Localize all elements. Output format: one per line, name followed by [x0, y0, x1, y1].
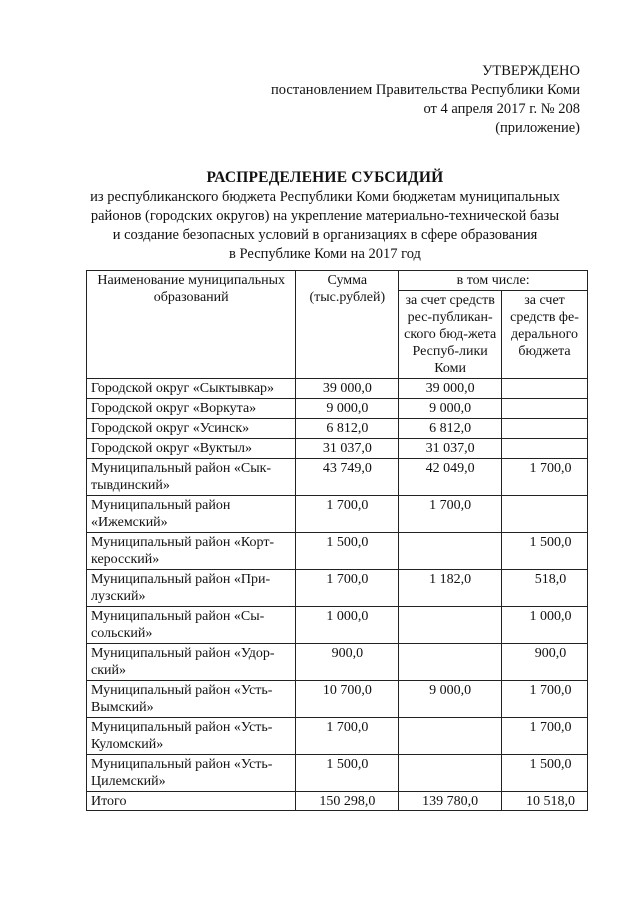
subsidy-table: [86, 270, 588, 811]
row-name: Муниципальный район «Сы-сольский»: [87, 607, 296, 644]
row-republic: [399, 755, 502, 792]
row-republic: 1 700,0: [399, 496, 502, 533]
row-federal: 1 500,0: [502, 755, 588, 792]
row-federal: [502, 399, 588, 419]
row-sum: 39 000,0: [296, 379, 399, 399]
approval-date: от 4 апреля 2017 г. № 208: [423, 101, 580, 117]
row-name: Муниципальный район «Усть-Цилемский»: [87, 755, 296, 792]
row-republic: 1 182,0: [399, 570, 502, 607]
row-republic: [399, 533, 502, 570]
header-including: в том числе:: [399, 271, 588, 291]
row-sum: 10 700,0: [296, 681, 399, 718]
table-row: [87, 718, 588, 755]
row-sum: 1 000,0: [296, 607, 399, 644]
row-name: Муниципальный район «Усть-Куломский»: [87, 718, 296, 755]
total-republic: 139 780,0: [399, 792, 502, 811]
row-name: Муниципальный район «Сык-тывдинский»: [87, 459, 296, 496]
table-row: [87, 379, 588, 399]
table-row: [87, 419, 588, 439]
row-federal: 900,0: [502, 644, 588, 681]
table-row: [87, 496, 588, 533]
row-name: Городской округ «Сыктывкар»: [87, 379, 296, 399]
row-republic: [399, 607, 502, 644]
row-republic: 9 000,0: [399, 681, 502, 718]
header-republic: за счет средств рес-публикан-ского бюд-жета Респуб-лики Коми: [399, 291, 502, 379]
row-name: Городской округ «Усинск»: [87, 419, 296, 439]
table-row: [87, 399, 588, 419]
row-republic: 31 037,0: [399, 439, 502, 459]
document-heading: [60, 168, 590, 264]
row-republic: 9 000,0: [399, 399, 502, 419]
total-label: Итого: [87, 792, 296, 811]
subtitle-line: из республиканского бюджета Республики Коми бюджетам муниципальных: [90, 189, 560, 205]
row-federal: 1 500,0: [502, 533, 588, 570]
row-federal: 1 700,0: [502, 718, 588, 755]
row-name: Муниципальный район «Усть-Вымский»: [87, 681, 296, 718]
row-sum: 900,0: [296, 644, 399, 681]
table-row: [87, 607, 588, 644]
approval-stamp: [271, 62, 580, 138]
row-federal: [502, 419, 588, 439]
approval-appendix: (приложение): [495, 120, 580, 136]
total-sum: 150 298,0: [296, 792, 399, 811]
row-federal: [502, 496, 588, 533]
subtitle-line: районов (городских округов) на укрепление материально-технической базы: [90, 208, 560, 224]
header-name: Наименование муниципальных образований: [87, 271, 296, 379]
row-republic: 39 000,0: [399, 379, 502, 399]
row-sum: 43 749,0: [296, 459, 399, 496]
row-name: Муниципальный район «Ижемский»: [87, 496, 296, 533]
row-federal: [502, 439, 588, 459]
row-federal: 1 000,0: [502, 607, 588, 644]
document-title: РАСПРЕДЕЛЕНИЕ СУБСИДИЙ: [206, 169, 444, 186]
row-federal: 1 700,0: [502, 681, 588, 718]
row-name: Городской округ «Воркута»: [87, 399, 296, 419]
row-name: Муниципальный район «При-лузский»: [87, 570, 296, 607]
table-row: [87, 755, 588, 792]
row-sum: 1 700,0: [296, 570, 399, 607]
subtitle-line: в Республике Коми на 2017 год: [229, 246, 421, 262]
row-republic: 6 812,0: [399, 419, 502, 439]
header-sum: Сумма (тыс.рублей): [296, 271, 399, 379]
row-sum: 31 037,0: [296, 439, 399, 459]
header-federal: за счет средств фе-дерального бюджета: [502, 291, 588, 379]
table-row: [87, 439, 588, 459]
table-row: [87, 644, 588, 681]
subtitle-line: и создание безопасных условий в организациях в сфере образования: [112, 227, 538, 243]
row-sum: 1 500,0: [296, 755, 399, 792]
row-sum: 1 500,0: [296, 533, 399, 570]
row-federal: 1 700,0: [502, 459, 588, 496]
approval-decree: постановлением Правительства Республики Коми: [271, 82, 580, 98]
table-row: [87, 570, 588, 607]
row-sum: 1 700,0: [296, 496, 399, 533]
row-name: Городской округ «Вуктыл»: [87, 439, 296, 459]
table-row: [87, 533, 588, 570]
row-republic: [399, 718, 502, 755]
table-row: [87, 459, 588, 496]
row-name: Муниципальный район «Удор-ский»: [87, 644, 296, 681]
row-federal: 518,0: [502, 570, 588, 607]
total-row: [87, 792, 588, 811]
total-federal: 10 518,0: [502, 792, 588, 811]
row-republic: 42 049,0: [399, 459, 502, 496]
row-sum: 9 000,0: [296, 399, 399, 419]
row-sum: 6 812,0: [296, 419, 399, 439]
approval-title: УТВЕРЖДЕНО: [482, 63, 580, 79]
row-federal: [502, 379, 588, 399]
row-name: Муниципальный район «Корт-керосский»: [87, 533, 296, 570]
table-row: [87, 681, 588, 718]
row-sum: 1 700,0: [296, 718, 399, 755]
row-republic: [399, 644, 502, 681]
